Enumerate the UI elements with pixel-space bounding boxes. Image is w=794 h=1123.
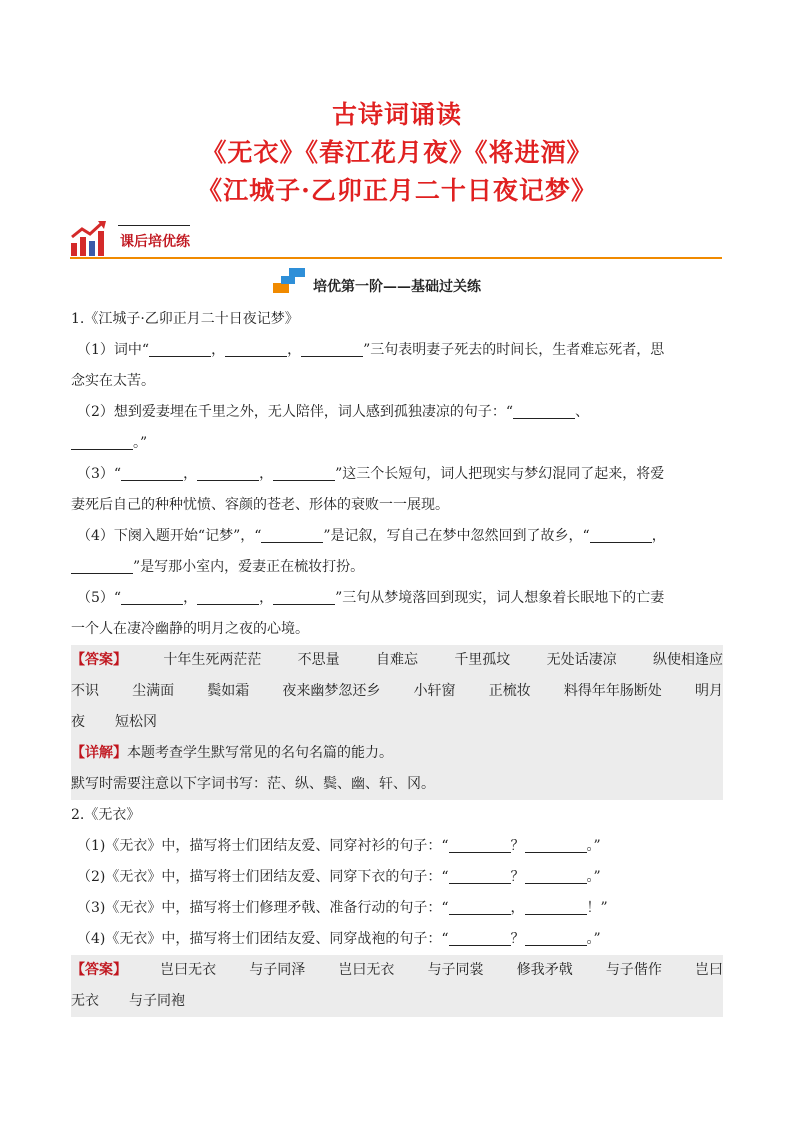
answer-item: 小轩窗 — [413, 683, 456, 699]
answer-item: 与子同袍 — [129, 993, 185, 1009]
answer-blank[interactable] — [525, 834, 587, 853]
q1-part-4: （4）下阕入题开始“记梦”，“ ”是记叙，写自己在梦中忽然回到了故乡，“ ， — [71, 521, 723, 552]
answer-item: 岂曰无衣 — [338, 962, 395, 978]
answer-blank[interactable] — [525, 865, 587, 884]
answer-item: 正梳妆 — [488, 683, 531, 699]
answer-item: 鬓如霜 — [207, 683, 250, 699]
answer-item: 与子同裳 — [427, 962, 484, 978]
answer-blank[interactable] — [590, 524, 652, 543]
answer-blank[interactable] — [149, 338, 211, 357]
q1-part-2: （2）想到爱妻埋在千里之外，无人陪伴，词人感到孤独凄凉的句子：“ 、 — [71, 397, 723, 428]
section-rule — [70, 257, 722, 259]
title-block — [0, 96, 794, 210]
title-line-3: 《江城子·乙卯正月二十日夜记梦》 — [197, 176, 597, 205]
q1-part-5: （5）“ ， ， ”三句从梦境落回到现实，词人想象着长眠地下的亡妻 — [71, 583, 723, 614]
answer-blank[interactable] — [71, 555, 133, 574]
answer-blank[interactable] — [525, 927, 587, 946]
answer-blank[interactable] — [449, 865, 511, 884]
answer-tag: 【答案】 — [71, 652, 127, 668]
q1-part-4-cont: ”是写那小室内，爱妻正在梳妆打扮。 — [71, 552, 723, 583]
stairs-icon — [273, 268, 307, 294]
answer-blank[interactable] — [301, 338, 363, 357]
sub-heading — [0, 266, 794, 296]
answer-item: 夜来幽梦忽还乡 — [282, 683, 381, 699]
question-2-title: 2.《无衣》 — [71, 807, 141, 823]
answer-blank[interactable] — [449, 927, 511, 946]
section-label: 课后培优练 — [120, 234, 190, 250]
answer-blank[interactable] — [525, 896, 587, 915]
answer-item: 十年生死两茫茫 — [163, 652, 262, 668]
content — [71, 304, 723, 1017]
q2-sub-4: （4)《无衣》中，描写将士们团结友爱、同穿战袍的句子：“ ？ 。” — [71, 924, 723, 955]
q1-detail-line-2: 默写时需要注意以下字词书写：茫、纵、鬓、幽、轩、冈。 — [71, 776, 435, 792]
answer-tag: 【答案】 — [71, 962, 127, 978]
q1-answer-row-1 — [71, 645, 723, 676]
answer-blank[interactable] — [261, 524, 323, 543]
q1-part-5-cont: 一个人在凄冷幽静的明月之夜的心境。 — [71, 621, 309, 637]
q2-sub-1: （1)《无衣》中，描写将士们团结友爱、同穿衬衫的句子：“ ？ 。” — [71, 831, 723, 862]
answer-blank[interactable] — [449, 896, 511, 915]
section-top-line — [118, 225, 190, 226]
sub-heading-text: 培优第一阶——基础过关练 — [313, 279, 481, 295]
q1-part-1: （1）词中“ ， ， ”三句表明妻子死去的时间长，生者难忘死者，思 — [71, 335, 723, 366]
answer-item: 无处话凄凉 — [546, 652, 617, 668]
detail-tag: 【详解】 — [71, 745, 127, 761]
answer-blank[interactable] — [513, 400, 575, 419]
answer-blank[interactable] — [121, 586, 183, 605]
q2-sub-2: （2)《无衣》中，描写将士们团结友爱、同穿下衣的句子：“ ？ 。” — [71, 862, 723, 893]
answer-item: 与子偕作 — [605, 962, 662, 978]
answer-blank[interactable] — [449, 834, 511, 853]
answer-item: 不思量 — [297, 652, 340, 668]
answer-blank[interactable] — [197, 462, 259, 481]
bar-chart-arrow-icon — [70, 219, 110, 257]
answer-item: 纵使相逢应 — [652, 652, 723, 668]
answer-item: 自难忘 — [375, 652, 418, 668]
answer-item: 料得年年肠断处 — [563, 683, 662, 699]
answer-item: 明月 — [694, 683, 723, 699]
answer-item: 修我矛戟 — [516, 962, 573, 978]
answer-item: 短松冈 — [115, 714, 157, 730]
q1-answer-row-3 — [71, 707, 723, 738]
q1-answer-box — [71, 645, 723, 800]
answer-blank[interactable] — [121, 462, 183, 481]
title-line-1: 古诗词诵读 — [331, 100, 462, 129]
q2-sub-3: （3)《无衣》中，描写将士们修理矛戟、准备行动的句子：“ ， ！” — [71, 893, 723, 924]
q2-answer-box — [71, 955, 723, 1017]
answer-item: 与子同泽 — [249, 962, 306, 978]
answer-item: 夜 — [71, 714, 85, 730]
title-line-2: 《无衣》《春江花月夜》《将进酒》 — [201, 138, 593, 167]
answer-blank[interactable] — [71, 431, 133, 450]
q1-part-3: （3）“ ， ， ”这三个长短句，词人把现实与梦幻混同了起来，将爱 — [71, 459, 723, 490]
q1-part-3-cont: 妻死后自己的种种忧愤、容颜的苍老、形体的衰败一一展现。 — [71, 497, 449, 513]
q1-detail-line-1: 【详解】本题考查学生默写常见的名句名篇的能力。 — [71, 745, 393, 761]
section-bar — [70, 217, 722, 261]
q2-answer-row-2 — [71, 986, 723, 1017]
q2-answer-row-1 — [71, 955, 723, 986]
answer-item: 无衣 — [71, 993, 99, 1009]
q1-part-1-cont: 念实在太苦。 — [71, 373, 155, 389]
answer-item: 岂曰 — [694, 962, 723, 978]
answer-blank[interactable] — [273, 462, 335, 481]
answer-blank[interactable] — [273, 586, 335, 605]
answer-item: 尘满面 — [132, 683, 175, 699]
q1-part-2-cont: 。” — [71, 428, 723, 459]
question-1-title: 1.《江城子·乙卯正月二十日夜记梦》 — [71, 311, 299, 327]
answer-item: 千里孤坟 — [454, 652, 511, 668]
answer-blank[interactable] — [197, 586, 259, 605]
answer-blank[interactable] — [225, 338, 287, 357]
answer-item: 不识 — [71, 683, 99, 699]
q1-answer-row-2 — [71, 676, 723, 707]
answer-item: 岂曰无衣 — [160, 962, 217, 978]
